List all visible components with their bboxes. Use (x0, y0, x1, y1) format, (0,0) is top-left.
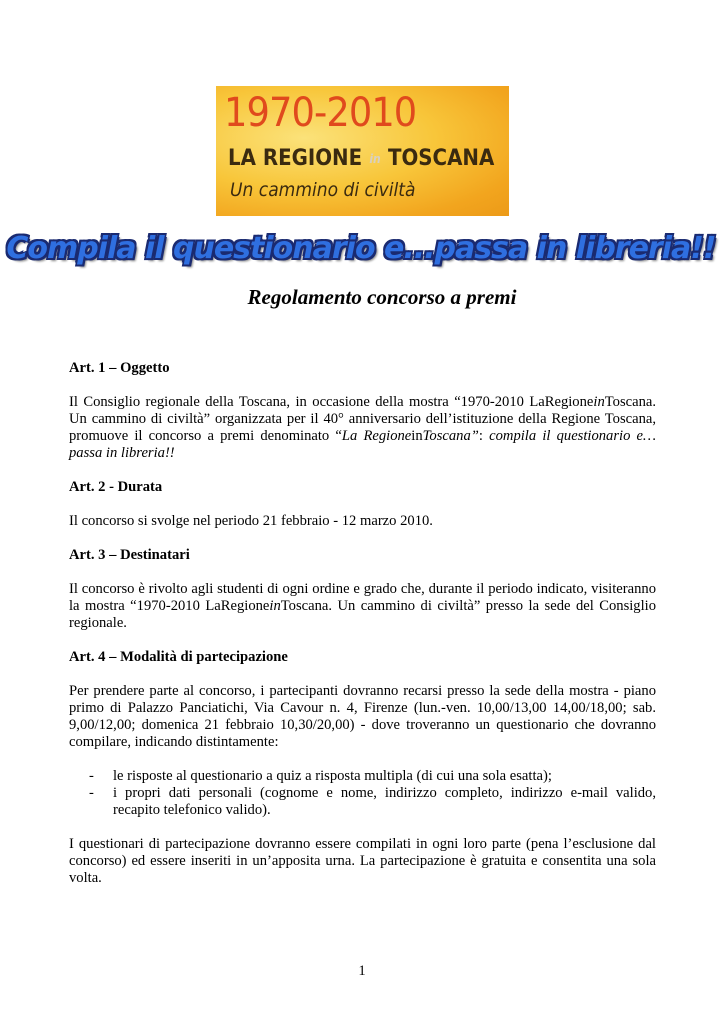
banner-headline: Compila il questionario e...passa in libreria!! (6, 230, 716, 266)
list-item: - le risposte al questionario a quiz a risposta multipla (di cui una sola esatta); (69, 768, 656, 785)
art1-contest-name-c: compila il questionario e… passa in libreria!! (69, 428, 657, 461)
logo-in: in (369, 152, 381, 166)
art3-text-a: Il concorso è rivolto agli studenti di ogni ordine e grado che, durante il periodo indicato, visiteranno la mostra “1970-2010 LaRegione (69, 581, 656, 614)
art4-heading: Art. 4 – Modalità di partecipazione (69, 649, 288, 665)
logo-subtitle: Un cammino di civiltà (230, 179, 416, 201)
logo-regione (228, 146, 494, 171)
art1-in-b: in (411, 428, 423, 444)
art3-paragraph (69, 581, 656, 632)
art3-in: in (269, 598, 281, 614)
page-number: 1 (358, 963, 366, 979)
logo-regione-a: LA REGIONE (228, 146, 363, 171)
logo-regione-b: TOSCANA (387, 146, 495, 171)
art3-heading: Art. 3 – Destinatari (69, 547, 190, 563)
art1-paragraph (69, 394, 656, 462)
logo-years: 1970-2010 (224, 90, 417, 136)
list-item: - i propri dati personali (cognome e nome, indirizzo completo, indirizzo e-mail valido, recapito telefonico valido). (69, 785, 656, 819)
art1-contest-name-b: Toscana” (422, 428, 479, 444)
art2-heading: Art. 2 - Durata (69, 479, 163, 495)
art1-text-b: Toscana. Un cammino di civiltà” organizzata per il 40° anniversario dell’istituzione della Regione Toscana, promuove il concorso a premi denominato “ (69, 394, 656, 444)
art3-text-b: Toscana. Un cammino di civiltà” presso la sede del Consiglio regionale. (69, 598, 657, 631)
art4-list (69, 768, 656, 819)
document-body (69, 360, 656, 887)
art1-in-a: in (593, 394, 605, 410)
art1-heading: Art. 1 – Oggetto (69, 360, 170, 376)
art4-closing: I questionari di partecipazione dovranno essere compilati in ogni loro parte (pena l’esclusione dal concorso) ed essere inseriti in un’apposita urna. La partecipazione è gratuita e consentita una sola volta. (69, 836, 656, 886)
art1-contest-name-a: La Regione (341, 428, 412, 444)
art4-intro: Per prendere parte al concorso, i partecipanti dovranno recarsi presso la sede della mostra - piano primo di Palazzo Panciatichi, Via Cavour n. 4, Firenze (lun.-ven. 10,00/13,00 14,00/18,00; sab. 9,00/12,00; domenica 21 febbraio 10,30/20,00) - dove troveranno un questionario che dovranno compilare, indicando distintamente: (69, 683, 656, 750)
art1-sep: : (478, 428, 490, 444)
art1-text-a: Il Consiglio regionale della Toscana, in occasione della mostra “1970-2010 LaRegione (69, 394, 594, 410)
exhibition-logo (216, 86, 509, 216)
document-title: Regolamento concorso a premi (247, 285, 517, 309)
art2-paragraph: Il concorso si svolge nel periodo 21 febbraio - 12 marzo 2010. (69, 513, 433, 529)
